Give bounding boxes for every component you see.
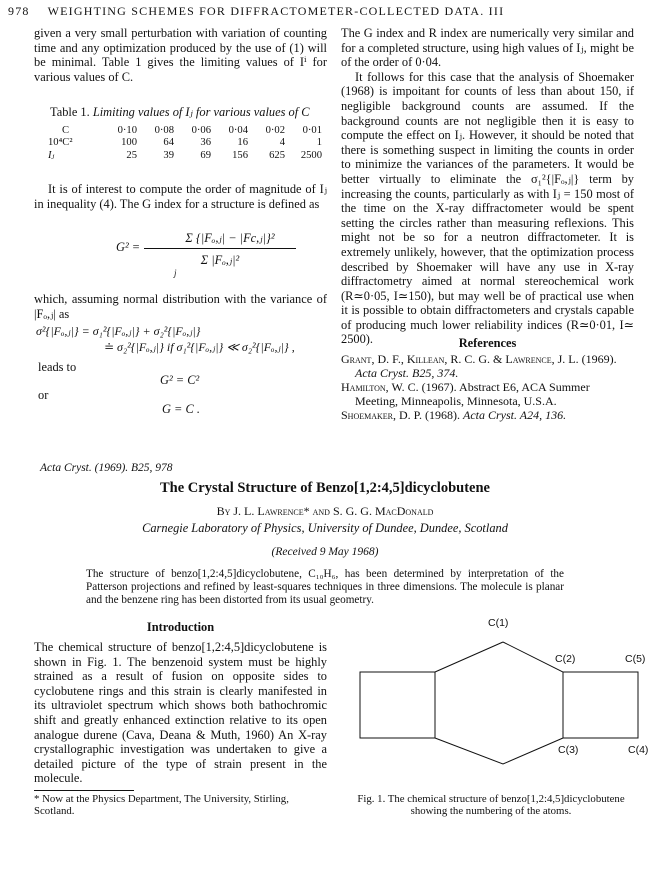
atom-label-c1: C(1) — [488, 617, 509, 629]
table-cell: 156 — [232, 149, 248, 161]
article-affiliation: Carnegie Laboratory of Physics, University of Dundee, Dundee, Scotland — [142, 521, 508, 535]
paragraph: which, assuming normal distribution with the variance of |Fₒ,ⱼ| as — [34, 292, 327, 321]
right-cyclobutene-ring — [563, 672, 638, 738]
table-caption-label: Table 1. — [50, 105, 90, 119]
running-header — [8, 4, 648, 19]
variance-equation-line1: σ²{|Fₒ,ⱼ|} = σ₁²{|Fₒ,ⱼ|} + σ₂²{|Fₒ,ⱼ|} — [36, 324, 201, 338]
reference-authors: Shoemaker, D. P. (1968). — [341, 408, 461, 422]
table-cell: 1 — [316, 137, 322, 149]
intro-heading: Introduction — [146, 620, 215, 634]
reference-item — [341, 408, 634, 422]
left-cyclobutene-ring — [360, 672, 435, 738]
table-cell: Iⱼ — [48, 150, 55, 162]
reference-item — [341, 380, 634, 408]
table-row — [48, 149, 322, 162]
reference-source: Acta Cryst. A24, 136. — [463, 408, 567, 422]
reference-source: Acta Cryst. B25, 374. — [355, 366, 459, 380]
equation-lhs: G² = — [116, 240, 141, 254]
limits-table — [48, 124, 322, 162]
left-column-mid — [34, 182, 327, 211]
equation-denominator: Σ |Fₒ,ⱼ|² — [200, 253, 240, 267]
reference-authors: Grant, D. F., Killean, R. C. G. & Lawrence, J. L. (1969). — [341, 352, 617, 366]
table-cell: C — [62, 124, 70, 136]
article-citation: Acta Cryst. (1969). B25, 978 — [40, 462, 173, 474]
paragraph: It is of interest to compute the order of magnitude of Iⱼ in inequality (4). The G index for a structure is defined as — [34, 182, 327, 211]
table-cell: 4 — [279, 137, 285, 149]
right-column-top — [341, 26, 634, 347]
table-cell: 0·06 — [191, 124, 211, 136]
footnote-rule — [34, 790, 134, 791]
reference-item — [341, 352, 634, 380]
table-cell: 0·08 — [154, 124, 174, 136]
equation-g-squared: G² = C² — [160, 373, 200, 387]
paragraph: It follows for this case that the analysis of Shoemaker (1968) is impoitant for counts of less than about 150, if negligible background counts are assumed. If the background counts are not negligible then it is easy to compute the effect on Iⱼ. However, it should be noted that there is something suspect in limiting the counts in order to minimize the variances of the parameters. It would be better virtually to eliminate the σ₁²{|Fₒ,ⱼ|} term by increasing the counts, particularly as with Iⱼ = 150 most of the time on the X-ray diffractometer would be spent setting the circles rather than measuring reflexions. This might not be so for a neutron diffractometer. It is extremely unlikely, however, that the optimization process described by Shoemaker will have any use in X-ray diffractometry aimed at normal stereochemical work (R≃0·05, I≃150), but may well be of practical use when it is possible to obtain diffractometers and crystals capable of producing much lower reliability indices (R≃0·01, I≃ 2500). — [341, 69, 634, 347]
references-list — [341, 352, 634, 422]
table-row — [48, 124, 322, 137]
table-cell: 0·02 — [265, 124, 285, 136]
table-cell: 2500 — [300, 149, 322, 161]
variance-equation-line2: ≐ σ₂²{|Fₒ,ⱼ|} if σ₁²{|Fₒ,ⱼ|} ≪ σ₂²{|Fₒ,ⱼ|} , — [104, 340, 295, 354]
paragraph: The chemical structure of benzo[1,2:4,5]dicyclobutene is shown in Fig. 1. The benzenoid system must be highly strained as a result of fusion on opposite sides to cyclobutene rings and this strain is clearly manifested in its ultraviolet spectrum which shows both bathochromic shift and greatly enhanced extinction relative to its open analogue durene (Cava, Deana & Muth, 1960) An X-ray crystallographic investigation was undertaken to give a detailed picture of the type of strain present in the molecule. — [34, 640, 327, 786]
fraction-bar — [144, 248, 296, 249]
reference-source: Abstract E6, ACA Summer Meeting, Minneapolis, Minnesota, U.S.A. — [355, 380, 590, 408]
table-cell: 100 — [121, 137, 137, 149]
table-cell: 0·10 — [117, 124, 137, 136]
table-cell: 39 — [163, 149, 174, 161]
article-title: The Crystal Structure of Benzo[1,2:4,5]dicyclobutene — [160, 480, 490, 496]
table-cell: 0·01 — [302, 124, 322, 136]
table-row — [48, 137, 322, 150]
reference-authors: Hamilton, W. C. (1967). — [341, 380, 457, 394]
table-cell: 0·04 — [228, 124, 248, 136]
paragraph: The G index and R index are numerically very similar and for a completed structure, using high values of Iⱼ, might be of the order of 0·04. — [341, 26, 634, 70]
references-heading: References — [458, 336, 517, 350]
paragraph: given a very small perturbation with variation of counting time and any optimization produced by the use of (1) will be minimal. Table 1 gives the limiting values of Iⁱ for various values of C. — [34, 26, 327, 84]
received-date: (Received 9 May 1968) — [271, 546, 379, 558]
table-cell: 625 — [269, 149, 285, 161]
figure-caption: Fig. 1. The chemical structure of benzo[1,2:4,5]dicyclobutene showing the numbering of the atoms. — [357, 793, 625, 818]
table-caption-text: Limiting values of Iⱼ for various values of C — [92, 105, 310, 119]
table-cell: 10⁴C² — [48, 137, 73, 149]
article-authors: By J. L. Lawrence* and S. G. G. MacDonald — [216, 504, 434, 518]
table-cell: 16 — [237, 137, 248, 149]
atom-label-c4: C(4) — [628, 744, 649, 756]
left-column-top — [34, 26, 327, 84]
abstract: The structure of benzo[1,2:4,5]dicyclobutene, C₁₀H₆, has been determined by interpretation of the Patterson projections and refined by least-squares techniques in three dimensions. The molecule is planar and the benzene ring has been distorted from its usual geometry. — [86, 568, 564, 606]
atom-label-c5: C(5) — [625, 653, 646, 665]
left-column-lower — [34, 292, 327, 321]
equation-subscript: j — [174, 268, 177, 278]
table-cell: 64 — [163, 137, 174, 149]
table-caption — [50, 104, 330, 120]
intro-body — [34, 640, 327, 786]
table-cell: 36 — [200, 137, 211, 149]
equation-numerator: Σ {|Fₒ,ⱼ| − |Fc,ⱼ|}² — [185, 231, 275, 245]
structure-figure — [340, 612, 649, 792]
atom-label-c3: C(3) — [558, 744, 579, 756]
table-cell: 25 — [126, 149, 137, 161]
running-title: WEIGHTING SCHEMES FOR DIFFRACTOMETER-COLLECTED DATA. III — [47, 4, 505, 18]
equation-g: G = C . — [162, 402, 200, 416]
benzene-ring — [435, 642, 563, 764]
table-cell: 69 — [200, 149, 211, 161]
leads-to: leads to — [38, 360, 77, 374]
page-number: 978 — [8, 4, 30, 18]
or-word: or — [38, 388, 49, 402]
footnote: * Now at the Physics Department, The University, Stirling, Scotland. — [34, 793, 289, 818]
atom-label-c2: C(2) — [555, 653, 576, 665]
